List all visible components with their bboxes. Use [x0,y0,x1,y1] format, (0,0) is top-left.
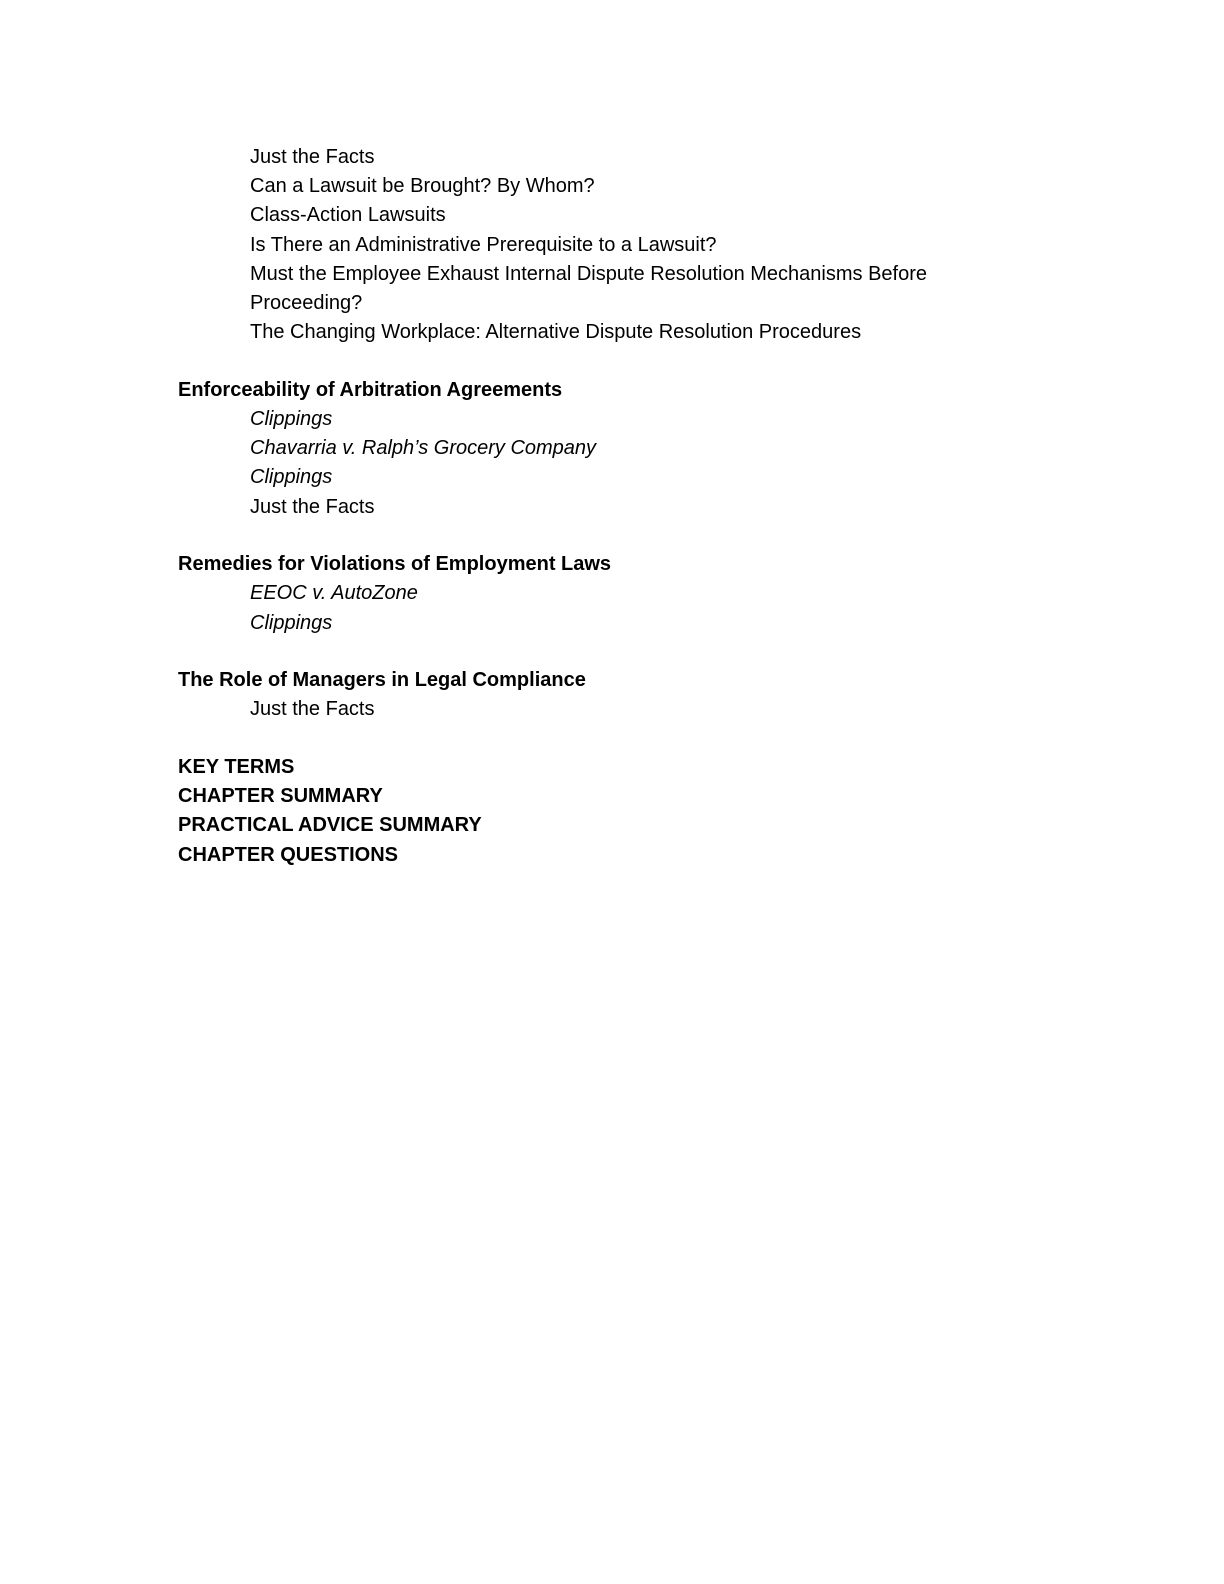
section-remedies [178,550,1038,638]
chapter-outline [178,143,1038,870]
section-arbitration-agreements [178,376,1038,522]
section-role-of-managers [178,666,1038,724]
section-sub-list [178,579,1038,637]
section-heading: Enforceability of Arbitration Agreements [178,378,563,401]
end-matter-practical-advice-summary: PRACTICAL ADVICE SUMMARY [178,814,482,837]
end-matter-chapter-questions: CHAPTER QUESTIONS [178,843,399,866]
outline-item-case-chavarria: Chavarria v. Ralph’s Grocery Company [250,437,597,460]
end-matter-key-terms: KEY TERMS [178,756,295,779]
outline-item-lawsuit-by-whom: Can a Lawsuit be Brought? By Whom? [250,175,595,198]
section-sub-list [178,695,1038,724]
intro-sub-list [178,143,1038,347]
outline-item-class-action: Class-Action Lawsuits [250,204,446,227]
outline-item-clippings: Clippings [250,408,333,431]
outline-item-just-the-facts: Just the Facts [250,698,375,721]
outline-item-case-eeoc-autozone: EEOC v. AutoZone [250,582,418,605]
section-heading: Remedies for Violations of Employment Laws [178,553,612,576]
end-matter-chapter-summary: CHAPTER SUMMARY [178,785,383,808]
outline-item-exhaust-internal-dispute: Must the Employee Exhaust Internal Dispute Resolution Mechanisms Before [250,262,928,285]
outline-item-changing-workplace: The Changing Workplace: Alternative Dispute Resolution Procedures [250,321,862,344]
end-matter [178,753,1038,870]
section-sub-list [178,405,1038,522]
outline-item-just-the-facts: Just the Facts [250,146,375,168]
outline-item-exhaust-internal-dispute-cont: Proceeding? [250,292,363,315]
section-heading: The Role of Managers in Legal Compliance [178,669,586,692]
outline-item-just-the-facts: Just the Facts [250,495,375,518]
outline-item-clippings: Clippings [250,466,333,489]
outline-item-clippings: Clippings [250,611,333,634]
outline-item-administrative-prerequisite: Is There an Administrative Prerequisite to a Lawsuit? [250,233,717,256]
